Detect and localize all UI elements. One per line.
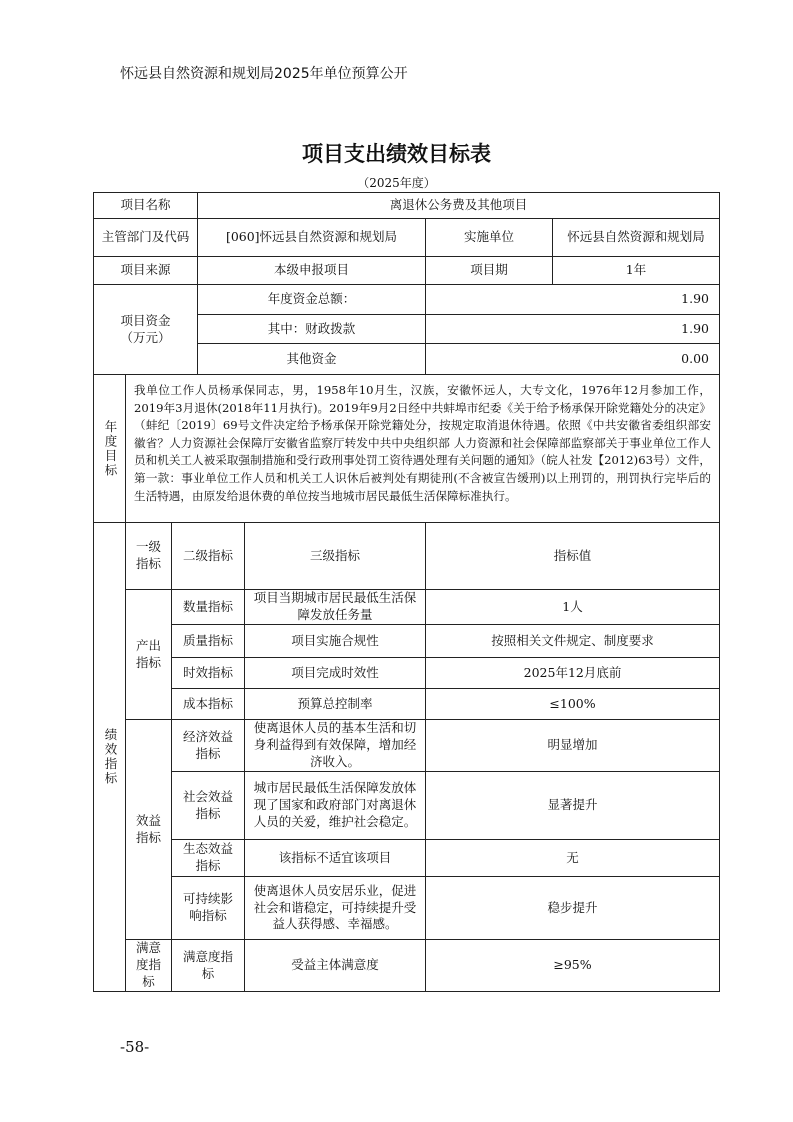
period-label: 项目期 [425,256,553,285]
header-level2: 二级指标 [171,522,245,590]
table-row-level2: 时效指标 [171,657,245,689]
satisfaction-indicators-label: 满意度指标 [125,939,172,992]
table-row-value: 2025年12月底前 [425,657,720,689]
header-level3: 三级指标 [244,522,426,590]
funds-fiscal-label: 其中：财政拨款 [197,314,426,344]
funds-total-label: 年度资金总额： [197,284,426,315]
impl-unit-value: 怀远县自然资源和规划局 [552,218,720,257]
period-value: 1年 [552,256,720,285]
table-row-value: 1人 [425,589,720,625]
annual-goal-label: 年度目标 [102,419,118,478]
impl-unit-label: 实施单位 [425,218,553,257]
table-row-level2: 生态效益指标 [171,839,245,877]
table-row-level2: 满意度指标 [171,939,245,992]
funds-label: 项目资金（万元） [93,284,198,375]
project-name-value: 离退休公务费及其他项目 [197,192,720,219]
table-row-level2: 成本指标 [171,688,245,720]
table-row-level3: 项目完成时效性 [244,657,426,689]
table-row-value: 稳步提升 [425,876,720,940]
table-row-level3: 使离退休人员的基本生活和切身利益得到有效保障，增加经济收入。 [244,719,426,772]
page-header: 怀远县自然资源和规划局2025年单位预算公开 [120,66,408,82]
performance-label: 绩效指标 [102,728,118,786]
table-row-value: 无 [425,839,720,877]
annual-goal-label-cell [93,374,126,523]
table-row-value: 按照相关文件规定、制度要求 [425,624,720,658]
output-indicators-label: 产出指标 [125,589,172,720]
header-level1: 一级指标 [125,522,172,590]
table-row-level3: 受益主体满意度 [244,939,426,992]
funds-other-label: 其他资金 [197,343,426,375]
performance-label-cell [93,522,126,992]
table-row-level2: 数量指标 [171,589,245,625]
table-row-level3: 项目实施合规性 [244,624,426,658]
table-row-level3: 预算总控制率 [244,688,426,720]
project-name-label: 项目名称 [93,192,198,219]
table-row-level2: 可持续影响指标 [171,876,245,940]
funds-fiscal-value: 1.90 [425,314,720,344]
table-row-value: 显著提升 [425,771,720,840]
table-row-level2: 社会效益指标 [171,771,245,840]
year-label: （2025年度） [357,176,436,190]
table-row-value: ≤100% [425,688,720,720]
annual-goal-text: 我单位工作人员杨承保同志，男，1958年10月生，汉族，安徽怀远人，大专文化，1976年12月参加工作，2019年3月退休(2018年11月执行)。2019年9月2日经中共蚌埠市纪委《关于给予杨承保开除党籍处分的决定》（蚌纪〔2019〕69号文件决定给予杨承保开除党籍处分，按规定取消退休待遇。依照《中共安徽省委组织部安徽省？人力资源社会保障厅安徽省监察厅转发中共中央组织部 人力资源和社会保障部监察部关于事业单位工作人员和机关工人被采取强制措施和受行政刑事处罚工资待遇处理有关问题的通知》（皖人社发【2012)63号）文件，第一款：事业单位工作人员和机关工人识休后被判处有期徒刑(不含被宣告缓刑)以上刑罚的，刑罚执行完毕后的生活特遇，由原发给退休费的单位按当地城市居民最低生活保障标准执行。 [125,374,720,523]
table-row-value: ≥95% [425,939,720,992]
page-title: 项目支出绩效目标表 [302,142,491,166]
table-row-level3: 使离退休人员安居乐业，促进社会和谐稳定，可持续提升受益人获得感、幸福感。 [244,876,426,940]
table-row-level2: 质量指标 [171,624,245,658]
page-number: -58- [120,1038,150,1056]
header-value: 指标值 [425,522,720,590]
table-row-level2: 经济效益指标 [171,719,245,772]
source-label: 项目来源 [93,256,198,285]
benefit-indicators-label: 效益指标 [125,719,172,940]
table-row-level3: 该指标不适宜该项目 [244,839,426,877]
dept-value: [060]怀远县自然资源和规划局 [197,218,426,257]
funds-other-value: 0.00 [425,343,720,375]
source-value: 本级申报项目 [197,256,426,285]
table-row-value: 明显增加 [425,719,720,772]
table-row-level3: 项目当期城市居民最低生活保障发放任务量 [244,589,426,625]
dept-label: 主管部门及代码 [93,218,198,257]
table-row-level3: 城市居民最低生活保障发放体现了国家和政府部门对离退休人员的关爱，维护社会稳定。 [244,771,426,840]
funds-total-value: 1.90 [425,284,720,315]
